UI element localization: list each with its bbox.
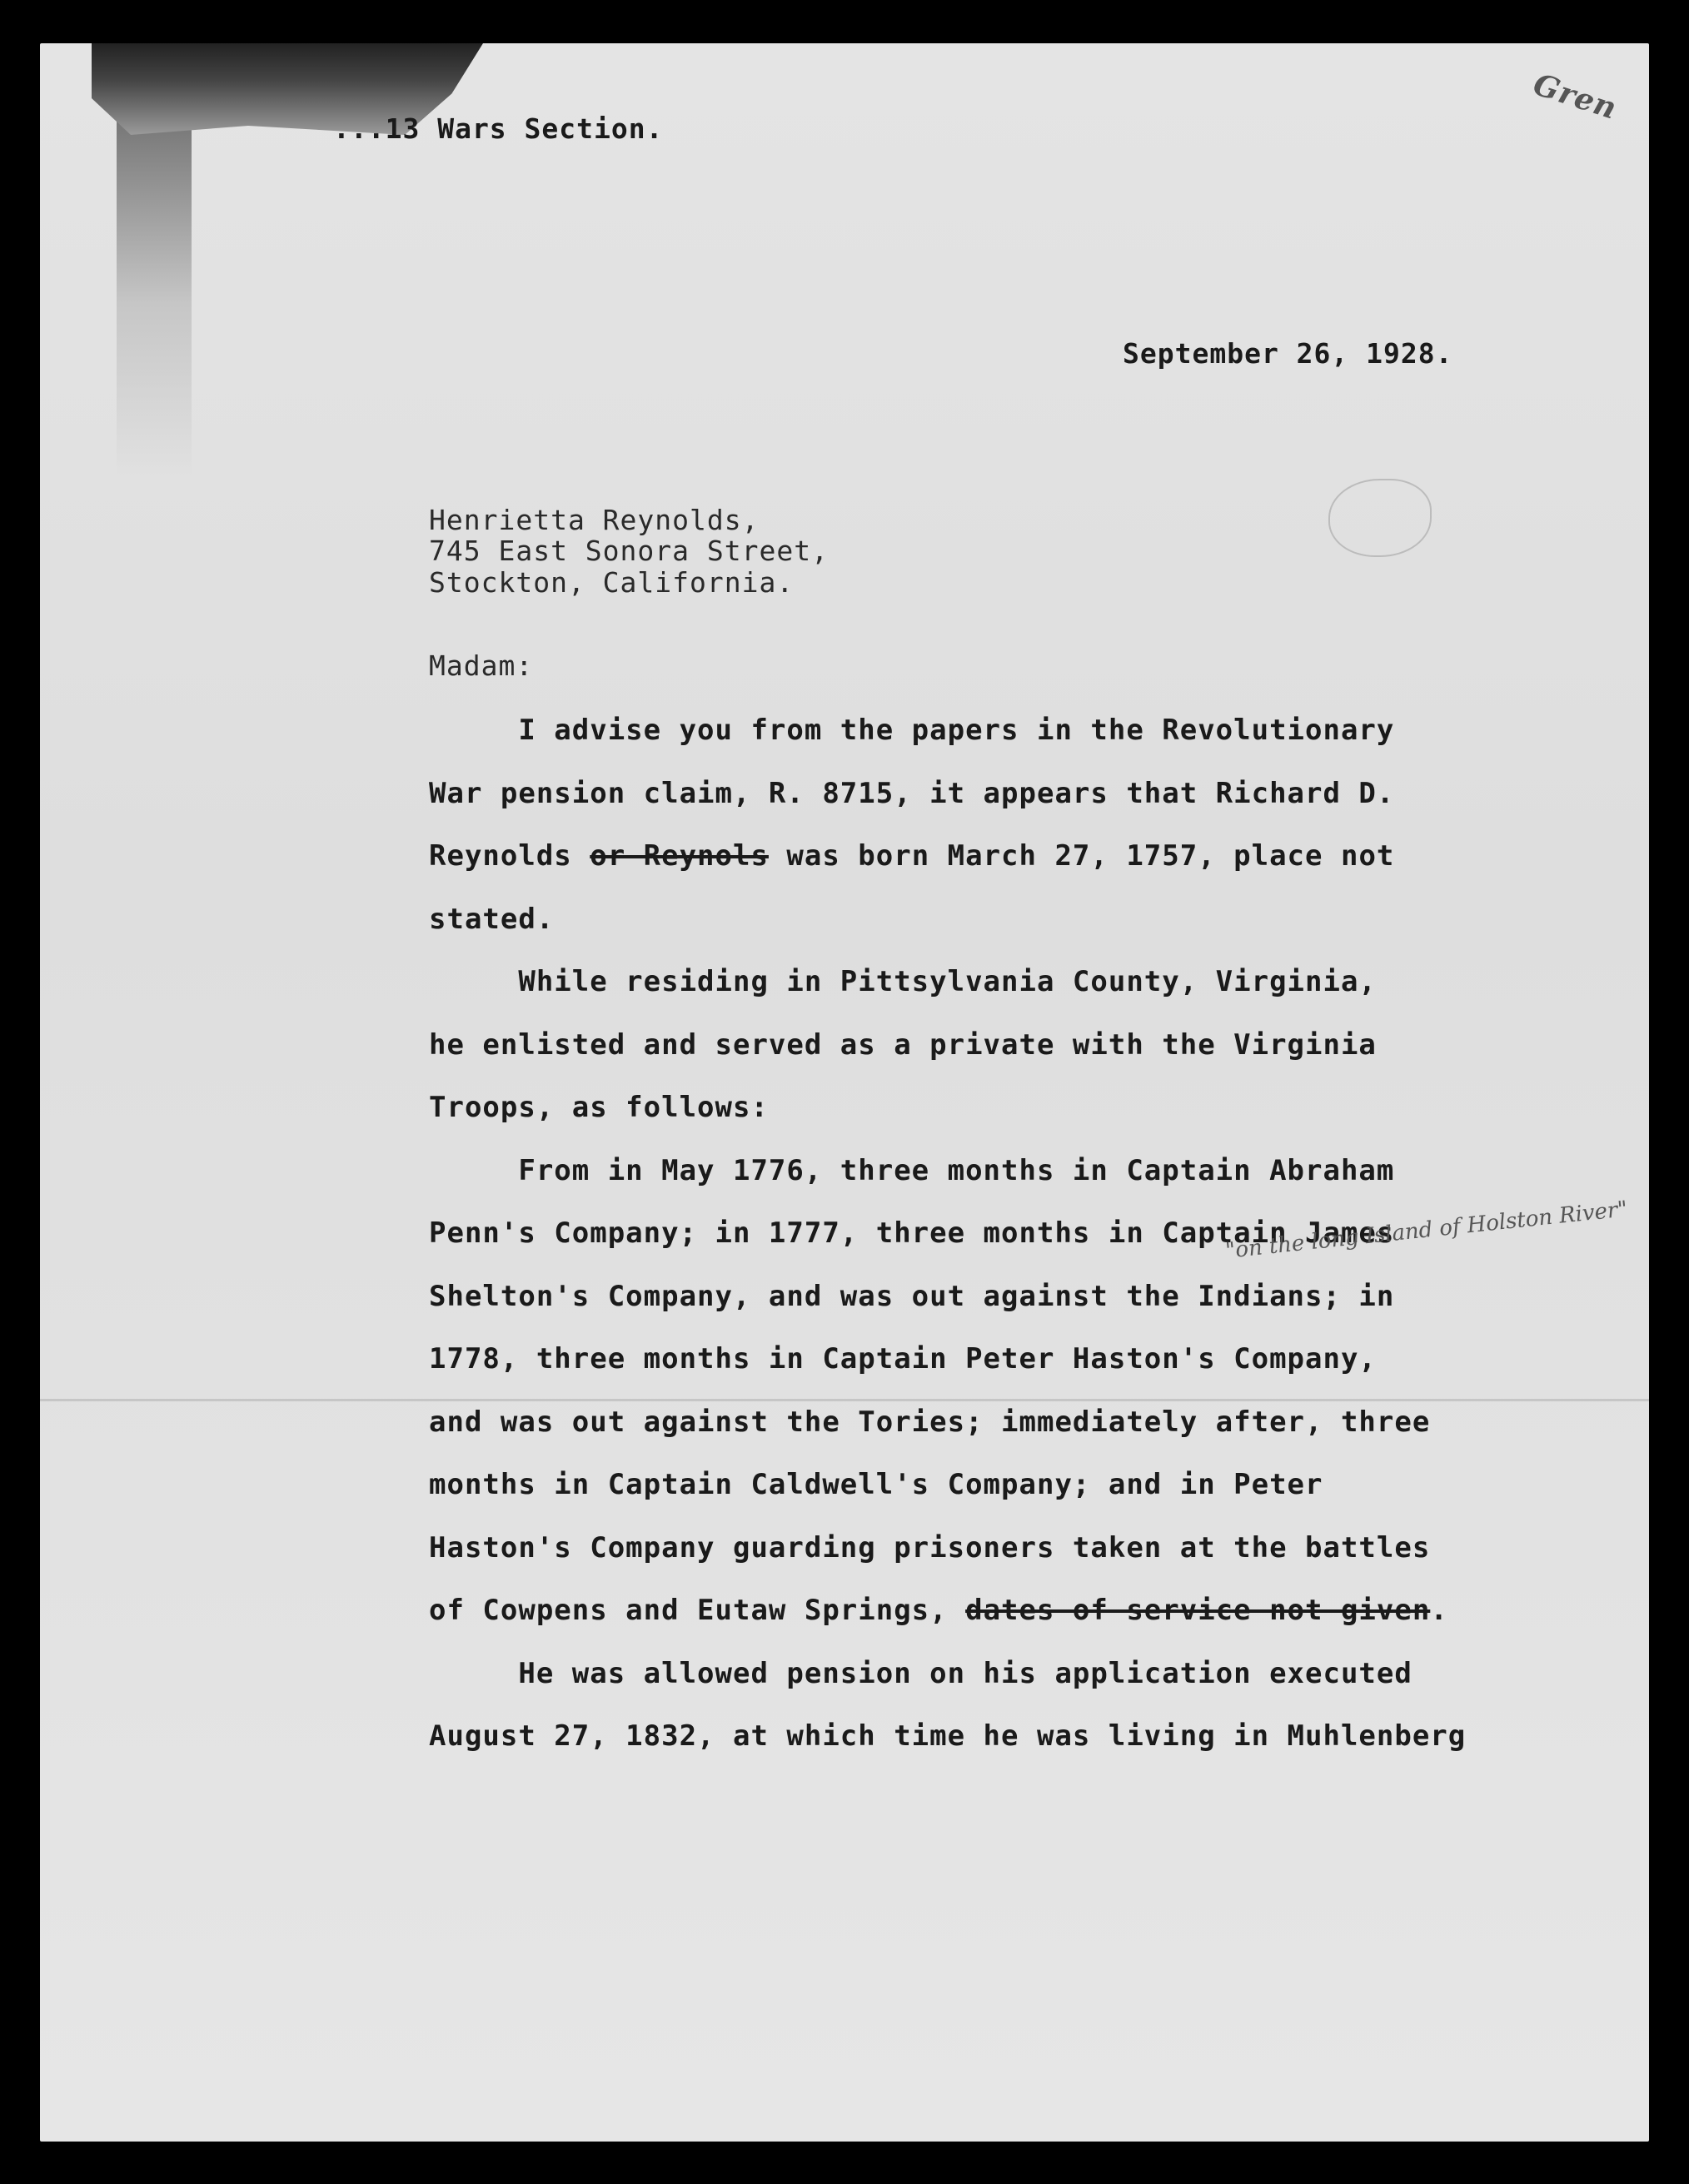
- body-text-segment: While residing in Pittsylvania County, Virginia,: [429, 965, 1377, 998]
- body-text-segment: From in May 1776, three months in Captain Abraham: [429, 1153, 1395, 1187]
- body-line: [429, 1280, 1394, 1313]
- letter-date: September 26, 1928.: [1123, 337, 1453, 370]
- section-header: ...13 Wars Section.: [333, 112, 664, 145]
- body-text-segment: August 27, 1832, at which time he was living in Muhlenberg: [429, 1719, 1467, 1753]
- body-line: [429, 1719, 1466, 1753]
- body-line: [429, 1468, 1323, 1501]
- body-line: [429, 1594, 1448, 1627]
- body-text-segment: Haston's Company guarding prisoners taken at the battles: [429, 1530, 1431, 1565]
- body-line: [429, 1405, 1430, 1439]
- addressee-street: 745 East Sonora Street,: [429, 535, 829, 567]
- body-text-segment: he enlisted and served as a private with the Virginia: [429, 1027, 1377, 1062]
- body-line: [429, 839, 1394, 873]
- body-text-segment: stated.: [429, 902, 555, 936]
- struck-text: dates of service not given: [965, 1594, 1431, 1627]
- addressee-name: Henrietta Reynolds,: [429, 504, 760, 536]
- body-line: [429, 1657, 1412, 1690]
- fold-line: [40, 1399, 1649, 1401]
- handwritten-annotation: "on the long Island of Holston River": [1224, 1196, 1629, 1264]
- body-text-segment: was born March 27, 1757, place not: [768, 839, 1395, 873]
- body-line: [429, 1028, 1377, 1062]
- body-text-segment: 1778, three months in Captain Peter Haston's Company,: [429, 1342, 1377, 1376]
- body-text-segment: He was allowed pension on his application executed: [429, 1656, 1412, 1690]
- body-line: [429, 714, 1394, 747]
- body-line: [429, 1091, 769, 1124]
- struck-text: or Reynols: [590, 839, 769, 873]
- corner-handwritten-mark: Gren: [1529, 67, 1622, 127]
- salutation: Madam:: [429, 649, 534, 682]
- body-line: [429, 1342, 1377, 1376]
- body-text-segment: I advise you from the papers in the Revolutionary: [429, 714, 1395, 747]
- body-text-segment: and was out against the Tories; immediately after, three: [429, 1405, 1431, 1439]
- body-line: [429, 903, 554, 936]
- body-text-segment: months in Captain Caldwell's Company; and in Peter: [429, 1468, 1323, 1501]
- body-line: [429, 965, 1377, 998]
- body-text-segment: Shelton's Company, and was out against the Indians; in: [429, 1279, 1395, 1313]
- body-line: [429, 1154, 1394, 1187]
- body-text-segment: Penn's Company; in 1777, three months in Captain James: [429, 1216, 1395, 1250]
- faint-pencil-mark: [1328, 479, 1432, 557]
- body-text-segment: Reynolds: [429, 839, 590, 873]
- body-line: [429, 1531, 1430, 1565]
- body-text-segment: War pension claim, R. 8715, it appears that Richard D.: [429, 776, 1395, 810]
- body-text-segment: of Cowpens and Eutaw Springs,: [429, 1594, 966, 1627]
- body-text-segment: Troops, as follows:: [429, 1091, 769, 1124]
- addressee-city: Stockton, California.: [429, 566, 795, 599]
- body-line: [429, 777, 1394, 810]
- body-text-segment: .: [1430, 1594, 1448, 1627]
